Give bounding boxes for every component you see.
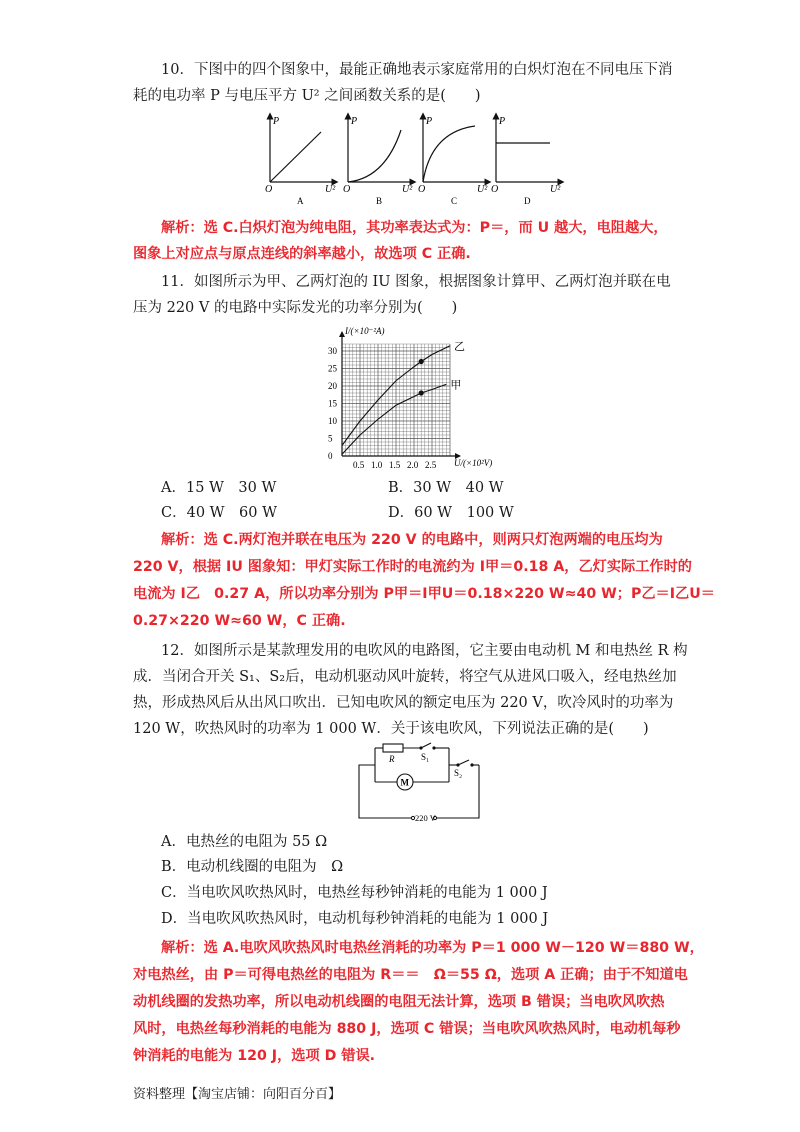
y-tick-label: 10 (328, 416, 337, 426)
series-point-jia (419, 390, 424, 395)
q10-stem-line2: 耗的电功率 P 与电压平方 U² 之间函数关系的是( ) (133, 88, 481, 104)
q10-graph-a-origin: O (265, 184, 273, 195)
q11-chart-ylabel: I/(×10⁻²A) (345, 326, 385, 336)
q12-analysis-line2: 对电热丝，由 P＝可得电热丝的电阻为 R＝＝ Ω＝55 Ω，选项 A 正确；由于不知道电 (133, 967, 688, 983)
q12-stem-line4: 120 W，吹热风时的功率为 1 000 W．关于该电吹风，下列说法正确的是( ) (133, 721, 649, 737)
series-line-jia (342, 384, 446, 454)
q12-option-d[interactable]: D．当电吹风吹热风时，电动机每秒钟消耗的电能为 1 000 J (161, 911, 549, 927)
resistor-r (383, 744, 403, 752)
q11-analysis-line4: 0.27×220 W≈60 W，C 正确. (133, 613, 346, 629)
q12-analysis-line5: 钟消耗的电能为 120 J，选项 D 错误. (133, 1048, 376, 1064)
q10-graph-b-origin: O (343, 184, 351, 195)
q10-graph-a-curve (270, 132, 321, 182)
q11-analysis-line3: 电流为 I乙 0.27 A，所以功率分别为 P甲＝I甲U＝0.18×220 W≈40 W；P乙＝I乙U＝ (133, 586, 715, 602)
q12-stem-line2: 成．当闭合开关 S₁、S₂后，电动机驱动风叶旋转，将空气从进风口吸入，经电热丝加 (133, 669, 677, 685)
x-tick-label: 1.0 (371, 460, 383, 470)
y-tick-label: 30 (328, 346, 337, 356)
q11-chart-xlabel: U/(×10²V) (454, 458, 493, 468)
x-tick-label: 2.5 (425, 460, 437, 470)
q11-option-c[interactable]: C．40 W 60 W (161, 505, 278, 521)
q10-graph-c (418, 116, 488, 206)
y-tick-label: 15 (328, 398, 337, 409)
series-label-jia: 甲 (450, 379, 462, 392)
q10-stem-line1: 10．下图中的四个图象中，最能正确地表示家庭常用的白炽灯泡在不同电压下消 (161, 62, 673, 78)
q10-graph-c-xlabel: U² (477, 184, 488, 195)
q11-option-b[interactable]: B．30 W 40 W (388, 480, 504, 496)
q11-stem-line1: 11．如图所示为甲、乙两灯泡的 IU 图象，根据图象计算甲、乙两灯泡并联在电 (161, 274, 671, 290)
q12-stem-line3: 热，形成热风后从出风口吹出．已知电吹风的额定电压为 220 V，吹冷风时的功率为 (133, 695, 674, 711)
q10-graph-b-xlabel: U² (402, 184, 413, 195)
q10-graph-d-caption: D (524, 196, 531, 206)
switch-s2-label: S₂ (454, 768, 463, 778)
y-tick-label: 25 (328, 363, 337, 374)
q10-graph-d (491, 116, 561, 206)
x-tick-label: 1.5 (389, 460, 401, 470)
resistor-label: R (389, 754, 395, 764)
q10-graph-a (265, 116, 336, 206)
q10-graph-b-caption: B (376, 196, 383, 206)
footer-source: 资料整理【淘宝店铺：向阳百分百】 (133, 1087, 342, 1102)
q12-stem-line1: 12．如图所示是某款理发用的电吹风的电路图，它主要由电动机 M 和电热丝 R 构 (161, 643, 688, 659)
q10-graph-d-origin: O (491, 184, 499, 195)
q12-analysis-line3: 动机线圈的发热功率，所以电动机线圈的电阻无法计算，选项 B 错误；当电吹风吹热 (133, 994, 665, 1010)
q12-option-c[interactable]: C．当电吹风吹热风时，电热丝每秒钟消耗的电能为 1 000 J (161, 885, 548, 901)
q10-graph-a-caption: A (297, 196, 304, 206)
q11-stem-line2: 压为 220 V 的电路中实际发光的功率分别为( ) (133, 300, 458, 316)
y-tick-label: 20 (328, 381, 337, 391)
q11-analysis-line1: 解析：选 C.两灯泡并联在电压为 220 V 的电路中，则两只灯泡两端的电压均为 (161, 532, 663, 548)
q10-graphs (255, 110, 575, 210)
q11-iu-chart (300, 322, 520, 472)
q10-graph-c-ylabel: P (426, 116, 433, 127)
switch-s1-label: S₁ (421, 752, 430, 762)
q12-option-b[interactable]: B．电动机线圈的电阻为 Ω (161, 859, 344, 875)
q11-chart-grid (342, 344, 450, 456)
q11-analysis-line2: 220 V，根据 IU 图象知：甲灯实际工作时的电流约为 I甲＝0.18 A，乙灯实际工作时的 (133, 559, 692, 575)
x-tick-label: 0.5 (353, 460, 365, 470)
q10-graph-b-curve (348, 130, 401, 182)
q10-graph-a-ylabel: P (273, 116, 280, 127)
y-tick-label: 0 (328, 451, 333, 461)
switch-s1[interactable] (421, 743, 431, 748)
q10-graph-a-xlabel: U² (325, 184, 336, 195)
q10-graph-c-curve (423, 126, 475, 182)
voltage-label: 220 V (415, 813, 436, 823)
x-tick-label: 2.0 (407, 460, 419, 470)
q11-option-d[interactable]: D．60 W 100 W (388, 505, 514, 521)
series-point-yi (419, 359, 424, 364)
series-label-yi: 乙 (454, 340, 465, 353)
q12-circuit-diagram (345, 740, 495, 830)
q10-graph-d-ylabel: P (499, 116, 506, 127)
q11-option-a[interactable]: A．15 W 30 W (161, 480, 277, 496)
q12-analysis-line4: 风时，电热丝每秒消耗的电能为 880 J，选项 C 错误；当电吹风吹热风时，电动机每秒 (133, 1021, 681, 1037)
q10-graph-c-origin: O (418, 184, 426, 195)
motor-label: M (400, 777, 409, 788)
q10-graph-d-xlabel: U² (550, 184, 561, 195)
switch-s2[interactable] (458, 760, 469, 765)
y-tick-label: 5 (328, 433, 333, 444)
q10-graph-b-ylabel: P (351, 116, 358, 127)
q12-option-a[interactable]: A．电热丝的电阻为 55 Ω (161, 834, 328, 850)
q10-analysis-line1: 解析：选 C.白炽灯泡为纯电阻，其功率表达式为：P＝，而 U 越大，电阻越大， (161, 220, 668, 236)
q10-graph-c-caption: C (451, 196, 458, 206)
q12-analysis-line1: 解析：选 A.电吹风吹热风时电热丝消耗的功率为 P＝1 000 W－120 W＝880 W， (161, 940, 704, 956)
q10-graph-b (343, 116, 413, 206)
q10-analysis-line2: 图象上对应点与原点连线的斜率越小，故选项 C 正确. (133, 246, 471, 262)
